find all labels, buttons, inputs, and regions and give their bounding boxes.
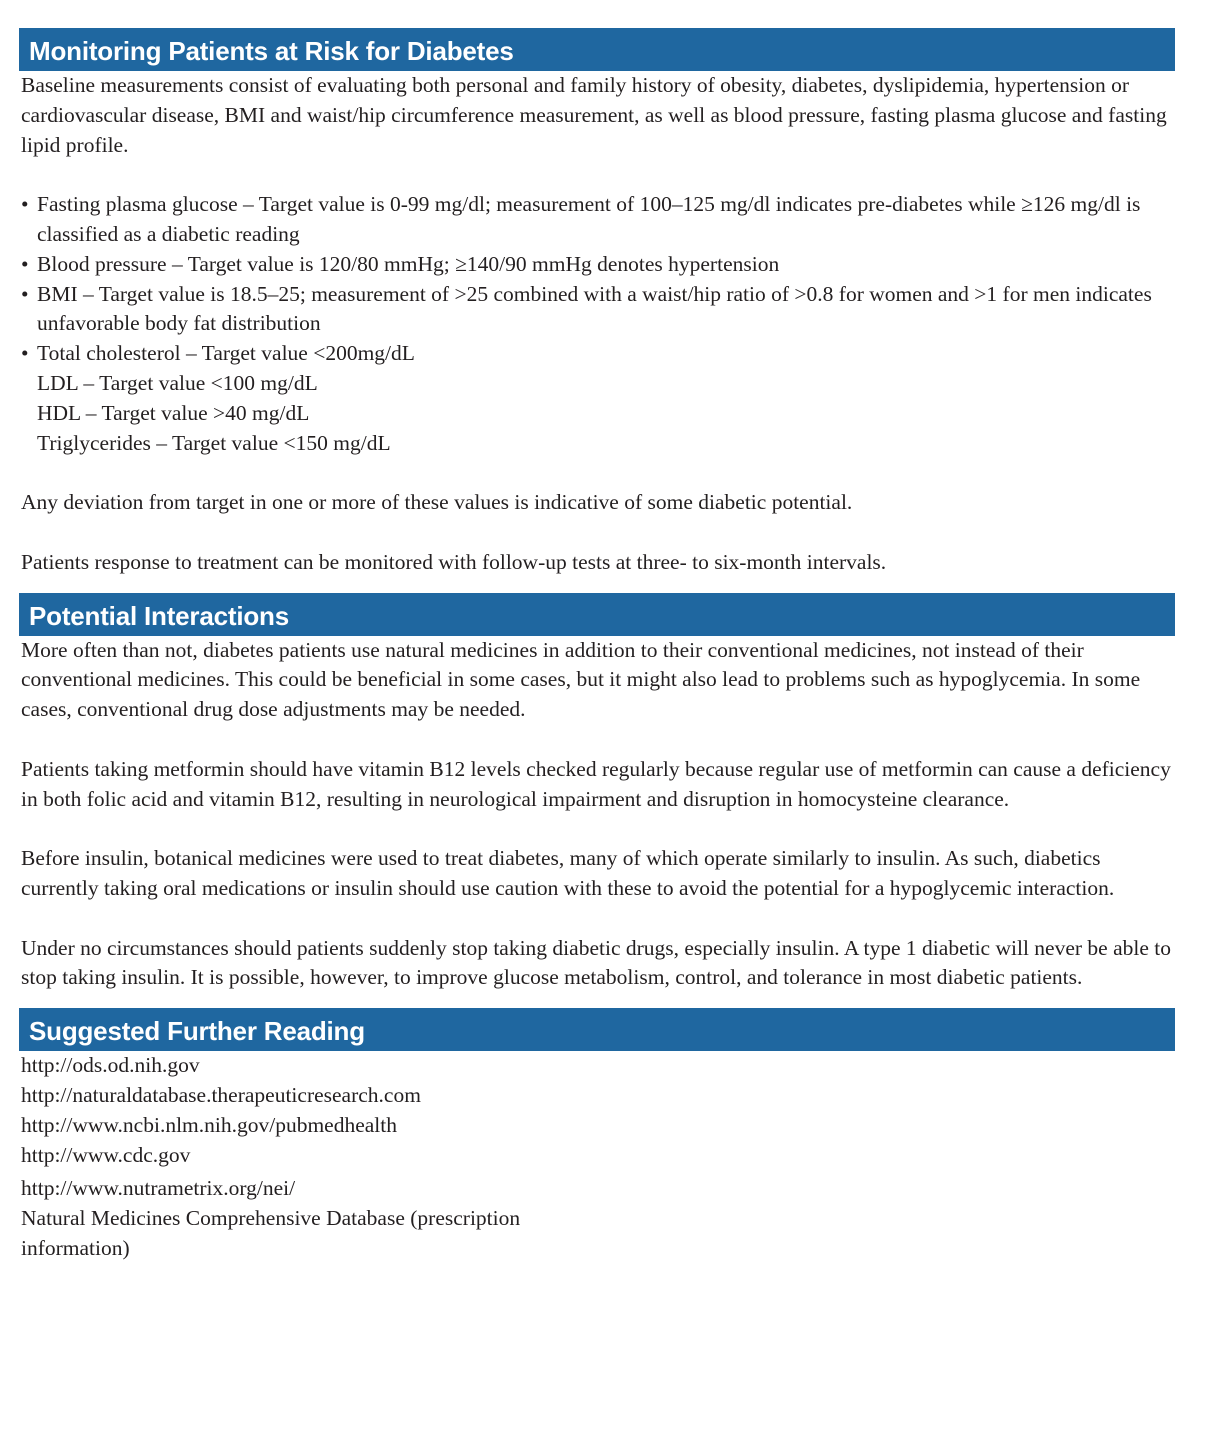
reading-item-natural-medicines-database: Natural Medicines Comprehensive Database (prescription information)	[21, 1206, 521, 1260]
interactions-paragraph-1: More often than not, diabetes patients use natural medicines in addition to their conventional medicines, not instead of their conventional medicines. This could be beneficial in some cases, but it might also lead to problems such as hypoglycemia. In some cases, conventional drug dose adjustments may be needed.	[21, 637, 1141, 722]
bullet-icon: •	[21, 341, 29, 366]
target-values-list	[21, 190, 1175, 369]
list-item-text: Blood pressure – Target value is 120/80 mmHg; ≥140/90 mmHg denotes hypertension	[37, 251, 780, 276]
reading-link-ncbi[interactable]: http://www.ncbi.nlm.nih.gov/pubmedhealth	[21, 1112, 398, 1137]
bullet-icon: •	[21, 251, 29, 276]
section-reading	[21, 1008, 1175, 1264]
list-item-text: BMI – Target value is 18.5–25; measurement of >25 combined with a waist/hip ratio of >0.8 for women and >1 for men indicates unfavorable body fat distribution	[37, 281, 1152, 336]
cholesterol-subline-hdl: HDL – Target value >40 mg/dL	[37, 400, 310, 425]
list-item-text: Total cholesterol – Target value <200mg/dL	[37, 341, 415, 366]
monitoring-intro-paragraph: Baseline measurements consist of evaluating both personal and family history of obesity, diabetes, dyslipidemia, hypertension or cardiovascular disease, BMI and waist/hip circumference measurement, as well as blood pressure, fasting plasma glucose and fasting lipid profile.	[21, 73, 1167, 157]
bullet-icon: •	[21, 281, 29, 306]
list-item	[21, 280, 1175, 340]
followup-paragraph: Patients response to treatment can be monitored with follow-up tests at three- to six-month intervals.	[21, 549, 887, 574]
deviation-paragraph: Any deviation from target in one or more of these values is indicative of some diabetic potential.	[21, 490, 853, 515]
spacer	[21, 904, 1175, 934]
section-monitoring	[21, 28, 1175, 578]
list-item-text: Fasting plasma glucose – Target value is 0-99 mg/dl; measurement of 100–125 mg/dl indicates pre-diabetes while ≥126 mg/dl is classified as a diabetic reading	[37, 192, 1141, 246]
section-header-monitoring: Monitoring Patients at Risk for Diabetes	[19, 28, 1175, 71]
document-page	[21, 28, 1175, 1264]
reading-link-nutrametrix[interactable]: http://www.nutrametrix.org/nei/	[21, 1176, 296, 1201]
bullet-icon: •	[21, 192, 29, 217]
reading-list	[21, 1051, 1175, 1264]
reading-link-naturaldatabase[interactable]: http://naturaldatabase.therapeuticresearch.com	[21, 1082, 421, 1107]
reading-link-ods[interactable]: http://ods.od.nih.gov	[21, 1053, 200, 1078]
reading-link-cdc[interactable]: http://www.cdc.gov	[21, 1142, 191, 1167]
interactions-paragraph-2: Patients taking metformin should have vitamin B12 levels checked regularly because regular use of metformin can cause a deficiency in both folic acid and vitamin B12, resulting in neurological impairment and disruption in homocysteine clearance.	[21, 756, 1171, 811]
cholesterol-subline-ldl: LDL – Target value <100 mg/dL	[37, 370, 318, 395]
section-interactions	[21, 593, 1175, 994]
spacer	[21, 160, 1175, 190]
spacer	[21, 814, 1175, 844]
cholesterol-subline-triglycerides: Triglycerides – Target value <150 mg/dL	[37, 430, 391, 455]
list-item	[21, 339, 1175, 369]
interactions-paragraph-4: Under no circumstances should patients suddenly stop taking diabetic drugs, especially insulin. A type 1 diabetic will never be able to stop taking insulin. It is possible, however, to improve glucose metabolism, control, and tolerance in most diabetic patients.	[21, 935, 1171, 990]
spacer	[21, 518, 1175, 548]
section-header-interactions: Potential Interactions	[19, 593, 1175, 636]
spacer	[21, 458, 1175, 488]
interactions-paragraph-3: Before insulin, botanical medicines were used to treat diabetes, many of which operate similarly to insulin. As such, diabetics currently taking oral medications or insulin should use caution with these to avoid the potential for a hypoglycemic interaction.	[21, 846, 1115, 900]
spacer	[21, 725, 1175, 755]
list-item	[21, 250, 1175, 280]
list-item	[21, 190, 1175, 250]
section-header-reading: Suggested Further Reading	[19, 1008, 1175, 1051]
